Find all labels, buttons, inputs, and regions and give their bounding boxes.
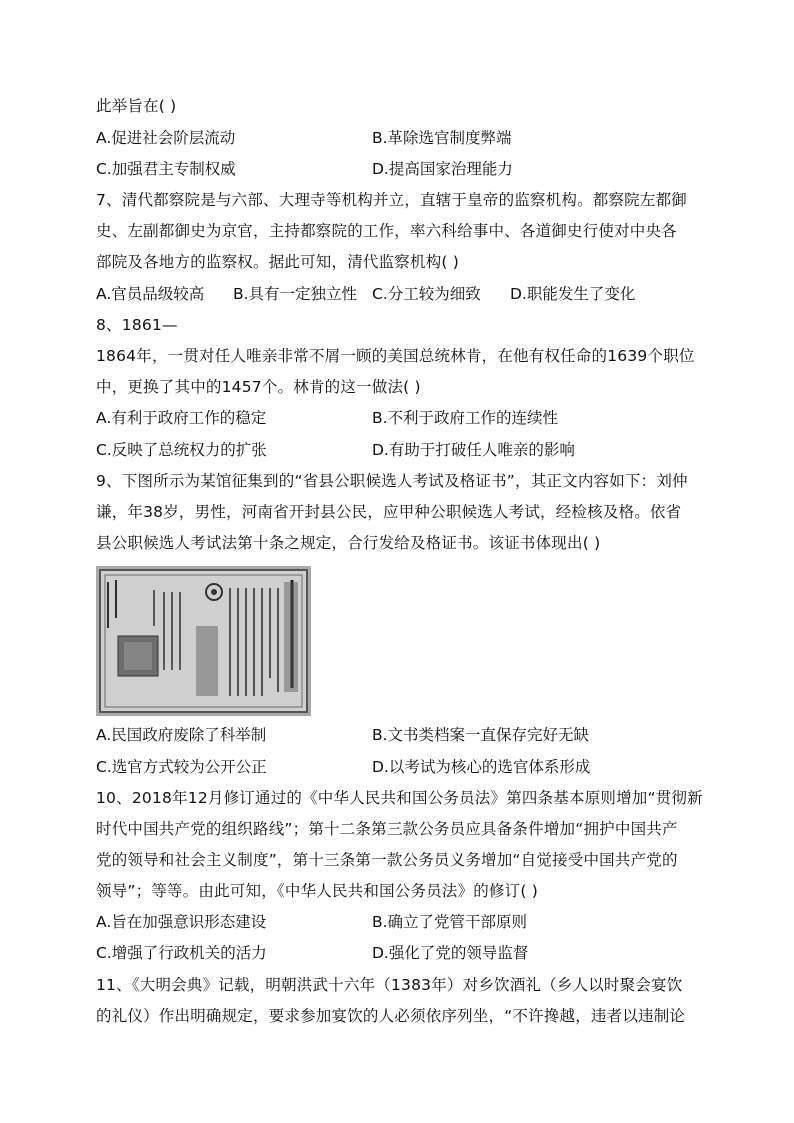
- q9-option-c: C.选官方式较为公开公正: [96, 758, 267, 776]
- q9-option-d: D.以考试为核心的选官体系形成: [372, 758, 591, 776]
- q10-stem-line-1: 10、2018年12月修订通过的《中华人民共和国公务员法》第四条基本原则增加“贯彻新: [96, 789, 703, 807]
- q7-stem-line-1: 7、清代都察院是与六部、大理寺等机构并立，直辖于皇帝的监察机构。都察院左都御: [96, 191, 687, 209]
- q6-option-a: A.促进社会阶层流动: [96, 129, 236, 147]
- q10-option-c: C.增强了行政机关的活力: [96, 944, 267, 962]
- certificate-photo: [96, 566, 311, 716]
- q10-option-d: D.强化了党的领导监督: [372, 944, 529, 962]
- q7-option-c: C.分工较为细致: [372, 285, 481, 303]
- q7-stem-line-2: 史、左副都御史为京官，主持都察院的工作，率六科给事中、各道御史行使对中央各: [96, 222, 677, 240]
- q11-stem-line-2: 的礼仪）作出明确规定，要求参加宴饮的人必须依序列坐，“不许搀越，违者以违制论: [96, 1007, 686, 1025]
- q9-stem-line-1: 9、下图所示为某馆征集到的“省县公职候选人考试及格证书”，其正文内容如下：刘仲: [96, 472, 688, 490]
- q6-option-b: B.革除选官制度弊端: [372, 129, 512, 147]
- q8-stem-line-3: 中，更换了其中的1457个。林肯的这一做法( ): [96, 378, 421, 396]
- q10-option-b: B.确立了党管干部原则: [372, 913, 528, 931]
- q8-option-b: B.不利于政府工作的连续性: [372, 409, 559, 427]
- q8-option-d: D.有助于打破任人唯亲的影响: [372, 441, 575, 459]
- q9-option-a: A.民国政府废除了科举制: [96, 726, 267, 744]
- certificate-photo-drawing: [96, 566, 311, 716]
- q8-option-a: A.有利于政府工作的稳定: [96, 409, 267, 427]
- q8-stem-line-1: 8、1861—: [96, 316, 178, 334]
- q10-stem-line-2: 时代中国共产党的组织路线”；第十二条第三款公务员应具备条件增加“拥护中国共产: [96, 820, 678, 838]
- q9-stem-line-3: 县公职候选人考试法第十条之规定，合行发给及格证书。该证书体现出( ): [96, 534, 601, 552]
- q7-stem-line-3: 部院及各地方的监察权。据此可知，清代监察机构( ): [96, 253, 460, 271]
- q11-stem-line-1: 11、《大明会典》记载，明朝洪武十六年（1383年）对乡饮酒礼（乡人以时聚会宴饮: [96, 976, 683, 994]
- q10-option-a: A.旨在加强意识形态建设: [96, 913, 267, 931]
- q8-option-c: C.反映了总统权力的扩张: [96, 441, 267, 459]
- q7-option-a: A.官员品级较高: [96, 285, 205, 303]
- q9-option-b: B.文书类档案一直保存完好无缺: [372, 726, 590, 744]
- q6-option-d: D.提高国家治理能力: [372, 160, 513, 178]
- q10-stem-line-3: 党的领导和社会主义制度”，第十三条第一款公务员义务增加“自觉接受中国共产党的: [96, 851, 678, 869]
- q7-option-d: D.职能发生了变化: [510, 285, 636, 303]
- q6-stem-tail: 此举旨在( ): [96, 97, 177, 115]
- q7-option-b: B.具有一定独立性: [233, 285, 358, 303]
- q6-option-c: C.加强君主专制权威: [96, 160, 236, 178]
- q10-stem-line-4: 领导”；等等。由此可知，《中华人民共和国公务员法》的修订( ): [96, 882, 539, 900]
- q9-stem-line-2: 谦，年38岁，男性，河南省开封县公民，应甲种公职候选人考试，经检核及格。依省: [96, 503, 682, 521]
- q8-stem-line-2: 1864年，一贯对任人唯亲非常不屑一顾的美国总统林肯，在他有权任命的1639个职位: [96, 347, 695, 365]
